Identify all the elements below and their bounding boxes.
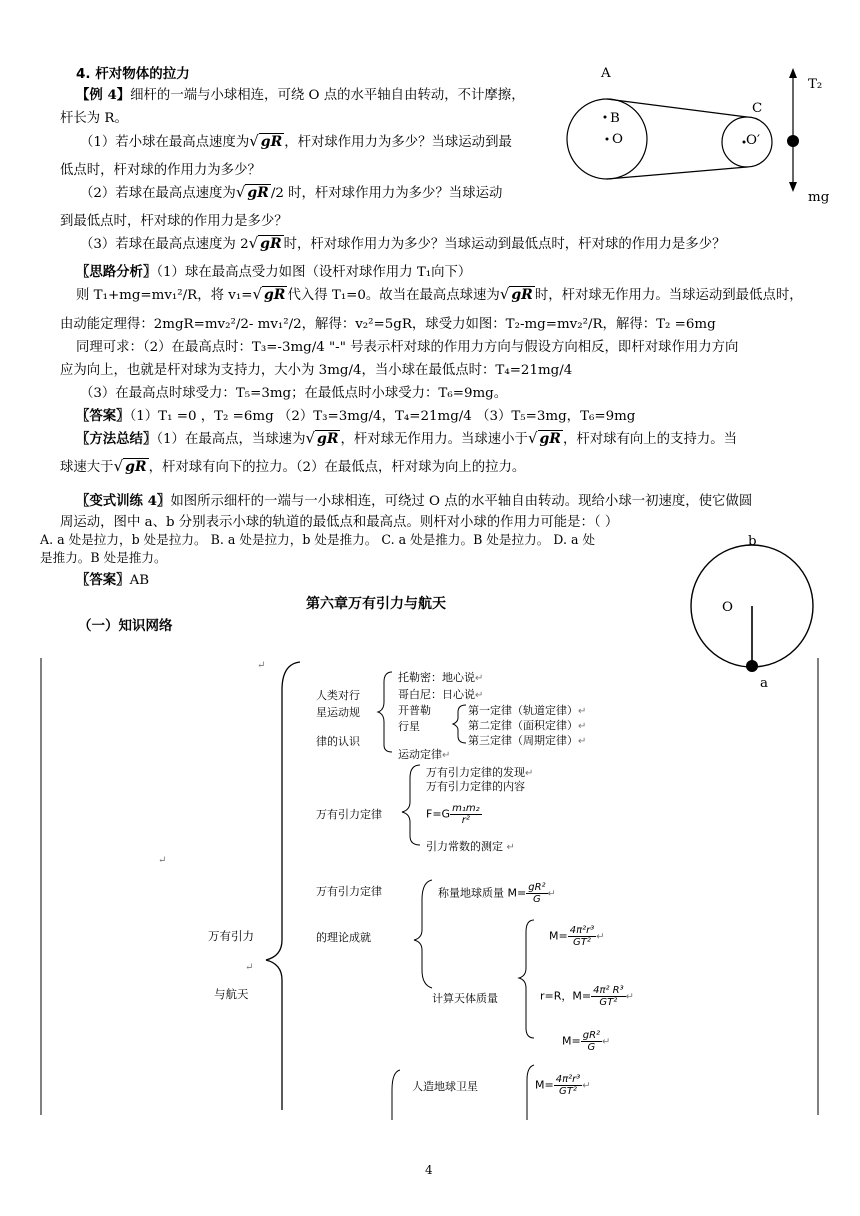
b1-label-1: 人类对行: [316, 689, 360, 702]
m-prefix: M=: [507, 886, 527, 900]
answer-text: （1）T₁ =0 ，T₂ =6mg （2）T₃=3mg/4，T₄=21mg/4 （3）T₅=3mg，T₆=9mg: [129, 409, 636, 424]
b1-label-3: 律的认识: [316, 735, 360, 748]
label-o-prime: O′: [746, 133, 761, 148]
content-item: 万有引力定律的内容: [426, 780, 525, 793]
answer-line: [76, 405, 635, 424]
gravity-formula: [426, 803, 482, 826]
r-equals-r-prefix: r=R，M=: [540, 989, 592, 1003]
label-b: B: [610, 111, 620, 126]
analysis-line-2: [76, 284, 803, 303]
satellite-fraction: [554, 1074, 583, 1097]
b1-label-2: 星运动规: [316, 706, 360, 719]
m-prefix: M=: [535, 1078, 554, 1092]
center-o-dot: [606, 138, 609, 141]
method-line-2: [60, 456, 525, 475]
brace-3: [414, 880, 432, 988]
analysis-line-4: 同理可求：（2）在最高点时：T₃=-3mg/4 "-" 号表示杆对球的作用力方向与假设方向相反，即杆对球作用力方向: [76, 340, 739, 355]
gR2-mass-formula: M= $\frac{\text{gR²}}{G}$ ↵: [562, 1030, 611, 1053]
brace-calc: [519, 920, 534, 1038]
variant-line-3: A. a 处是拉力，b 处是拉力。 B. a 处是拉力，b 处是推力。 C. a 处是推力。B 处是拉力。 D. a 处: [40, 532, 596, 547]
method-text-1a: （1）在最高点，当球速为: [156, 432, 306, 447]
variant-answer-tag: 〖答案〗: [76, 572, 130, 588]
page-number: 4: [425, 1163, 433, 1177]
variant-tag: 〖变式训练 4〗: [76, 493, 171, 509]
arrow-down-icon: [789, 182, 797, 192]
arrow-up-icon: [789, 68, 797, 78]
return-mark: ↵: [245, 962, 254, 973]
method-tag: 〖方法总结〗: [76, 431, 157, 447]
label-c: C: [752, 101, 763, 116]
label-t2: T₂: [808, 77, 823, 92]
b4-label: 人造地球卫星: [412, 1080, 478, 1093]
formula-fraction: [450, 803, 482, 826]
point-b-dot: [604, 116, 607, 119]
sqrt-value: gR: [247, 185, 269, 201]
formula-numerator: 4π² R³: [593, 985, 624, 996]
question-1-line: [80, 131, 512, 150]
question-2-text-b: /2 时，杆对球作用力为多少？当球运动: [270, 186, 503, 201]
formula-denominator: GT²: [573, 937, 591, 948]
answer-tag: 〖答案〗: [76, 408, 130, 424]
variant-line-4: 是推力。B 处是推力。: [40, 550, 167, 565]
sqrt-gR: √ gR: [252, 285, 286, 303]
formula-denominator: GT²: [559, 1086, 577, 1097]
sqrt-value: gR: [539, 431, 561, 447]
ptolemy-item: 托勒密：地心说↵: [398, 671, 484, 684]
question-3-text-a: （3）若球在最高点速度为 2: [80, 237, 249, 252]
analysis-line-1: [76, 261, 471, 280]
law-3-item: 第三定律（周期定律）↵: [468, 734, 587, 747]
satellite-formula: M= $\frac{\text{4π²r³}}{\text{GT²}}$ ↵: [535, 1074, 591, 1097]
variant-answer-text: AB: [129, 573, 150, 588]
law-1-item: 第一定律（轨道定律）↵: [468, 704, 587, 717]
earth-mass-text: 称量地球质量: [438, 886, 504, 900]
question-1-text-b: ，杆对球作用力为多少？当球运动到最: [284, 135, 512, 150]
variant-line-2: 周运动，图中 a、b 分别表示小球的轨道的最低点和最高点。则杆对小球的作用力可能是：（ ）: [60, 515, 619, 530]
method-line-1: [76, 428, 737, 447]
formula-denominator: r²: [461, 815, 470, 826]
label-a: A: [601, 66, 611, 81]
question-3-text-b: 时，杆对球作用力为多少？当球运动到最低点时，杆对球的作用力是多少？: [283, 237, 726, 252]
label-o: O: [612, 132, 623, 147]
return-mark: ↵: [158, 855, 167, 866]
brace-1: [378, 672, 392, 752]
earth-mass-formula: [526, 882, 547, 905]
variant-line-1: [76, 490, 752, 509]
formula-numerator: gR²: [528, 882, 546, 893]
formula-numerator: 4π²r³: [569, 925, 595, 936]
root-label-2: 与航天: [214, 987, 249, 1001]
law-2-item: 第二定律（面积定律）↵: [468, 719, 587, 732]
label-a-bottom: a: [760, 676, 768, 691]
b3-label-1: 万有引力定律: [316, 885, 382, 898]
earth-mass-item: 称量地球质量 M= $\frac{\text{gR²}}{G}$ ↵: [438, 882, 556, 905]
analysis-line-3: 由动能定理得：2mgR=mv₂²/2- mv₁²/2，解得：v₂²=5gR，球受力如图：T₂-mg=mv₂²/R，解得：T₂ =6mg: [60, 317, 716, 332]
belt-top: [607, 99, 747, 117]
brace-2: [402, 765, 420, 845]
brace-kepler: [453, 705, 466, 743]
calc-mass-item: 计算天体质量: [432, 992, 498, 1005]
sqrt-gR: √ gR: [249, 132, 283, 150]
section-title: 4. 杆对物体的拉力: [76, 66, 190, 82]
kepler-label-2: 行星: [398, 720, 420, 733]
constant-text: 引力常数的测定: [426, 840, 503, 853]
gR2-fraction: [581, 1030, 602, 1053]
sqrt-value: gR: [125, 459, 147, 475]
sqrt-value: gR: [260, 134, 283, 150]
sqrt-value: gR: [511, 287, 533, 303]
analysis-text-2b: 代入得 T₁=0。故当在最高点球速为: [287, 288, 500, 303]
formula-numerator: gR²: [582, 1030, 601, 1041]
formula-denominator: G: [533, 894, 541, 905]
law-2-text: 第二定律（面积定律）: [468, 719, 578, 732]
method-text-2b: ，杆对球有向下的拉力。（2）在最低点，杆对球为向上的拉力。: [148, 460, 526, 475]
knowledge-network-lines: [0, 650, 860, 1120]
brace-4: [392, 1070, 400, 1120]
formula-numerator: m₁m₂: [452, 803, 480, 814]
root-label-1: 万有引力: [208, 929, 254, 943]
sqrt-gR: √ gR: [499, 285, 533, 303]
motion-law-item: 运动定律↵: [398, 748, 451, 761]
discovery-text: 万有引力定律的发现: [426, 766, 525, 779]
example-line-2: 杆长为 R。: [60, 111, 128, 126]
analysis-text-1: （1）球在最高点受力如图（设杆对球作用力 T₁向下）: [156, 265, 472, 280]
example-line-1: [76, 84, 525, 103]
b2-label: 万有引力定律: [316, 808, 382, 821]
formula-denominator: G: [587, 1042, 596, 1053]
kepler-label-1: 开普勒: [398, 704, 431, 717]
motion-law-text: 运动定律: [398, 748, 442, 761]
ball-dot: [787, 135, 799, 147]
m-prefix: M=: [562, 1034, 581, 1048]
sqrt-value: gR: [260, 236, 282, 252]
kepler-mass-fraction: [568, 925, 597, 948]
return-mark: ↵: [257, 660, 266, 671]
b3-label-2: 的理论成就: [316, 931, 371, 944]
question-3-line: [80, 233, 725, 252]
question-2-text-a: （2）若球在最高点速度为: [80, 186, 236, 201]
copernicus-item: 哥白尼：日心说↵: [398, 688, 484, 701]
formula-denominator: GT²: [599, 997, 618, 1008]
law-1-text: 第一定律（轨道定律）: [468, 704, 578, 717]
method-text-1b: ，杆对球无作用力。当球速小于: [340, 432, 528, 447]
analysis-tag: 〖思路分析〗: [76, 264, 157, 280]
sqrt-gR: √ gR: [248, 234, 282, 252]
variant-answer-line: [76, 569, 149, 588]
example-text: 细杆的一端与小球相连，可绕 O 点的水平轴自由转动，不计摩擦，: [130, 88, 525, 103]
brace-satellite: [527, 1065, 534, 1120]
analysis-text-2a: 则 T₁+mg=mv₁²/R，将 v₁=: [76, 288, 253, 303]
sqrt-value: gR: [264, 287, 286, 303]
sqrt-gR: √ gR: [235, 183, 269, 201]
kepler-mass-formula: M= $\frac{\text{4π²r³}}{\text{GT²}}$ ↵: [549, 925, 605, 948]
question-2-line-2: 到最低点时，杆对球的作用力是多少？: [60, 214, 288, 229]
question-2-line: [80, 182, 502, 201]
root-brace: [266, 662, 300, 1110]
law-3-text: 第三定律（周期定律）: [468, 734, 578, 747]
chapter-subtitle: （一）知识网络: [78, 618, 173, 634]
copernicus-text: 哥白尼：日心说: [398, 688, 475, 701]
method-text-1c: ，杆对球有向上的支持力。当: [562, 432, 738, 447]
question-1-text-a: （1）若小球在最高点速度为: [80, 135, 250, 150]
discovery-item: 万有引力定律的发现↵: [426, 766, 534, 779]
radius-mass-fraction: [591, 985, 626, 1008]
sqrt-gR: √ gR: [305, 429, 339, 447]
analysis-line-6: （3）在最高点时球受力：T₅=3mg；在最低点时小球受力：T₆=9mg。: [80, 386, 508, 401]
analysis-text-2c: 时，杆对球无作用力。当球运动到最低点时，: [534, 288, 803, 303]
formula-numerator: 4π²r³: [555, 1074, 581, 1085]
example-tag: 【例 4】: [76, 87, 131, 103]
label-o-center: O: [722, 600, 733, 615]
label-mg: mg: [808, 190, 830, 205]
sqrt-gR: √ gR: [113, 457, 147, 475]
question-1-line-2: 低点时，杆对球的作用力为多少？: [60, 163, 261, 178]
sqrt-value: gR: [317, 431, 339, 447]
analysis-line-5: 应为向上，也就是杆对球为支持力，大小为 3mg/4，当小球在最低点时：T₄=21mg/4: [60, 363, 573, 378]
ptolemy-text: 托勒密：地心说: [398, 671, 475, 684]
rod-ball-figure: [560, 62, 840, 212]
sqrt-gR: √ gR: [527, 429, 561, 447]
method-text-2a: 球速大于: [60, 460, 114, 475]
formula-prefix: F=G: [426, 807, 451, 821]
label-b-top: b: [748, 534, 757, 549]
variant-text-1: 如图所示细杆的一端与一小球相连，可绕过 O 点的水平轴自由转动。现给小球一初速度，使它做圆: [170, 494, 753, 509]
radius-mass-formula: r=R，M= $\frac{\text{4π² R³}}{\text{GT²}}$ ↵: [540, 985, 635, 1008]
chapter-title: 第六章万有引力与航天: [306, 596, 446, 612]
constant-item: 引力常数的测定 ↵: [426, 840, 515, 853]
m-prefix: M=: [549, 929, 568, 943]
